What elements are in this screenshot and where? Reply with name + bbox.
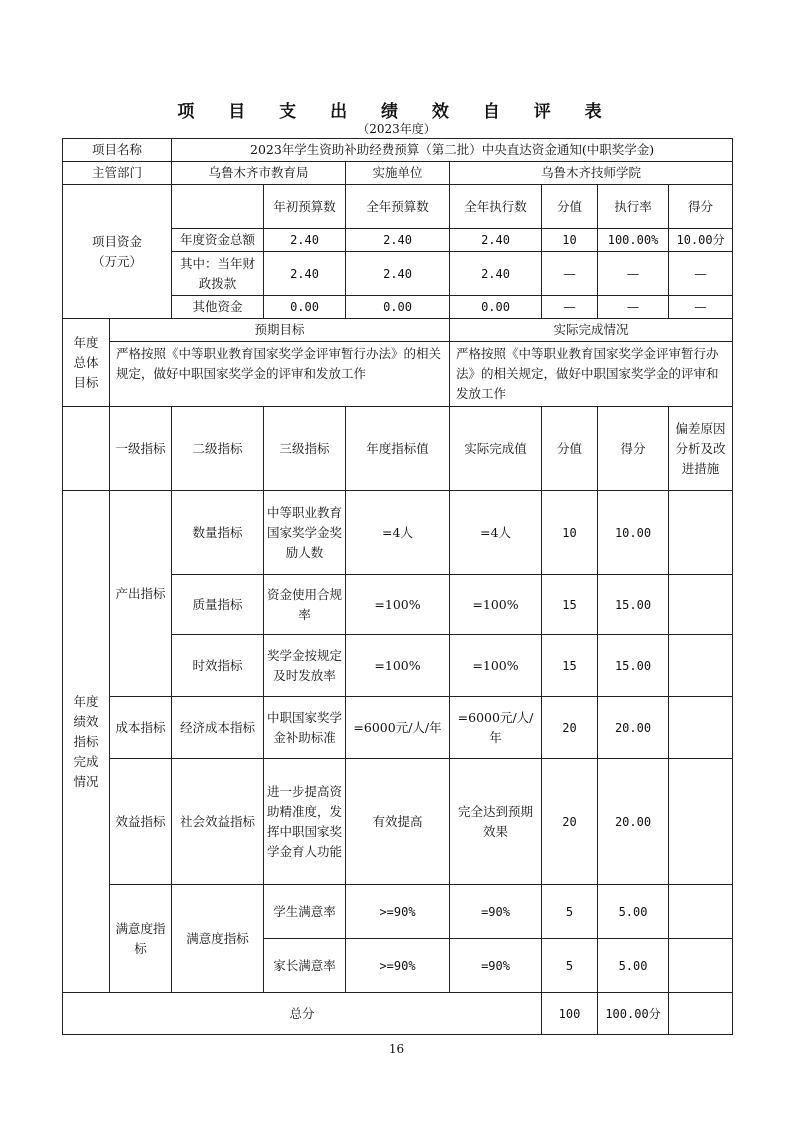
indicator-score: 5 xyxy=(542,885,598,939)
indicator-target: =4人 xyxy=(346,491,450,575)
indicator-actual: =100% xyxy=(450,635,542,697)
indicator-header: 得分 xyxy=(598,407,669,491)
level1-output: 产出指标 xyxy=(110,491,172,697)
fund-header: 分值 xyxy=(542,185,598,229)
indicator-score: 20 xyxy=(542,759,598,885)
indicator-header: 三级指标 xyxy=(264,407,346,491)
indicator-got: 5.00 xyxy=(598,939,669,993)
indicator-got: 15.00 xyxy=(598,635,669,697)
fund-header: 年初预算数 xyxy=(264,185,346,229)
indicator-score: 10 xyxy=(542,491,598,575)
indicator-note xyxy=(669,491,733,575)
fund-header: 全年执行数 xyxy=(450,185,542,229)
indicator-name: 家长满意率 xyxy=(264,939,346,993)
fund-cell: 2.40 xyxy=(346,229,450,252)
funds-label-text: 项目资金 （万元） xyxy=(92,233,143,269)
fund-header: 得分 xyxy=(669,185,733,229)
indicator-header: 实际完成值 xyxy=(450,407,542,491)
overall-goal-label-text: 年度 总体 目标 xyxy=(73,334,99,390)
fund-row-label: 其中：当年财政拨款 xyxy=(172,252,264,296)
fund-cell: 0.00 xyxy=(450,296,542,319)
year-subtitle: （2023年度） xyxy=(357,122,436,136)
page-number: 16 xyxy=(388,1042,405,1056)
indicator-header: 偏差原因分析及改进措施 xyxy=(669,407,733,491)
page-title: 项 目 支 出 绩 效 自 评 表 xyxy=(177,102,616,122)
indicator-name: 奖学金按规定及时发放率 xyxy=(264,635,346,697)
self-evaluation-table xyxy=(62,138,733,1035)
indicator-name: 中职国家奖学金补助标准 xyxy=(264,697,346,759)
indicator-score: 15 xyxy=(542,575,598,635)
indicator-note xyxy=(669,885,733,939)
level2-satisfaction: 满意度指标 xyxy=(172,885,264,993)
fund-cell: 2.40 xyxy=(346,252,450,296)
indicator-target: 有效提高 xyxy=(346,759,450,885)
indicator-header: 一级指标 xyxy=(110,407,172,491)
total-note xyxy=(669,993,733,1035)
indicator-header: 分值 xyxy=(542,407,598,491)
indicator-actual: =90% xyxy=(450,939,542,993)
indicator-header: 二级指标 xyxy=(172,407,264,491)
level2-timeliness: 时效指标 xyxy=(172,635,264,697)
fund-header: 执行率 xyxy=(598,185,669,229)
level2-social-benefit: 社会效益指标 xyxy=(172,759,264,885)
fund-cell: 10 xyxy=(542,229,598,252)
perf-label-text: 年度 绩效 指标 完成 情况 xyxy=(73,693,99,789)
level1-benefit: 效益指标 xyxy=(110,759,172,885)
indicator-target: =6000元/人/年 xyxy=(346,697,450,759)
level2-quality: 质量指标 xyxy=(172,575,264,635)
fund-cell: — xyxy=(598,296,669,319)
funds-label xyxy=(63,185,172,319)
indicator-name: 资金使用合规率 xyxy=(264,575,346,635)
fund-cell: — xyxy=(542,252,598,296)
indicator-actual: =4人 xyxy=(450,491,542,575)
fund-cell: 2.40 xyxy=(450,229,542,252)
indicator-target: =100% xyxy=(346,575,450,635)
impl-unit-value: 乌鲁木齐技师学院 xyxy=(450,162,733,185)
expected-goal-text: 严格按照《中等职业教育国家奖学金评审暂行办法》的相关规定，做好中职国家奖学金的评审和发放工作 xyxy=(110,342,450,407)
level1-cost: 成本指标 xyxy=(110,697,172,759)
fund-cell: — xyxy=(669,252,733,296)
fund-cell: — xyxy=(669,296,733,319)
indicator-note xyxy=(669,939,733,993)
indicator-note xyxy=(669,575,733,635)
indicator-score: 20 xyxy=(542,697,598,759)
dept-value: 乌鲁木齐市教育局 xyxy=(172,162,346,185)
indicator-name: 中等职业教育国家奖学金奖励人数 xyxy=(264,491,346,575)
indicator-target: =100% xyxy=(346,635,450,697)
fund-cell: — xyxy=(542,296,598,319)
level1-satisfaction: 满意度指标 xyxy=(110,885,172,993)
indicator-header-blank xyxy=(63,407,110,491)
indicator-actual: =90% xyxy=(450,885,542,939)
fund-row-label: 年度资金总额 xyxy=(172,229,264,252)
level2-quantity: 数量指标 xyxy=(172,491,264,575)
indicator-note xyxy=(669,635,733,697)
indicator-target: >=90% xyxy=(346,885,450,939)
indicator-note xyxy=(669,697,733,759)
fund-cell: 10.00分 xyxy=(669,229,733,252)
dept-label: 主管部门 xyxy=(63,162,172,185)
indicator-name: 学生满意率 xyxy=(264,885,346,939)
fund-row-label: 其他资金 xyxy=(172,296,264,319)
indicator-name: 进一步提高资助精准度，发挥中职国家奖学金育人功能 xyxy=(264,759,346,885)
indicator-score: 15 xyxy=(542,635,598,697)
expected-goal-header: 预期目标 xyxy=(110,319,450,342)
overall-goal-label xyxy=(63,319,110,407)
impl-unit-label: 实施单位 xyxy=(346,162,450,185)
indicator-got: 10.00 xyxy=(598,491,669,575)
indicator-got: 15.00 xyxy=(598,575,669,635)
fund-cell: 2.40 xyxy=(264,229,346,252)
actual-goal-header: 实际完成情况 xyxy=(450,319,733,342)
fund-cell: 2.40 xyxy=(450,252,542,296)
fund-cell: 0.00 xyxy=(264,296,346,319)
indicator-actual: 完全达到预期效果 xyxy=(450,759,542,885)
total-score: 100 xyxy=(542,993,598,1035)
indicator-score: 5 xyxy=(542,939,598,993)
indicator-got: 20.00 xyxy=(598,759,669,885)
fund-header: 全年预算数 xyxy=(346,185,450,229)
total-label: 总分 xyxy=(63,993,542,1035)
fund-header-blank xyxy=(172,185,264,229)
project-name-value: 2023年学生资助补助经费预算（第二批）中央直达资金通知(中职奖学金) xyxy=(172,139,733,162)
project-name-label: 项目名称 xyxy=(63,139,172,162)
fund-cell: 100.00% xyxy=(598,229,669,252)
fund-cell: — xyxy=(598,252,669,296)
level2-economic-cost: 经济成本指标 xyxy=(172,697,264,759)
indicator-target: >=90% xyxy=(346,939,450,993)
indicator-actual: =6000元/人/年 xyxy=(450,697,542,759)
indicator-got: 5.00 xyxy=(598,885,669,939)
perf-label xyxy=(63,491,110,993)
fund-cell: 0.00 xyxy=(346,296,450,319)
indicator-note xyxy=(669,759,733,885)
indicator-actual: =100% xyxy=(450,575,542,635)
actual-goal-text: 严格按照《中等职业教育国家奖学金评审暂行办法》的相关规定，做好中职国家奖学金的评审和发放工作 xyxy=(450,342,733,407)
indicator-got: 20.00 xyxy=(598,697,669,759)
indicator-header: 年度指标值 xyxy=(346,407,450,491)
fund-cell: 2.40 xyxy=(264,252,346,296)
total-got: 100.00分 xyxy=(598,993,669,1035)
